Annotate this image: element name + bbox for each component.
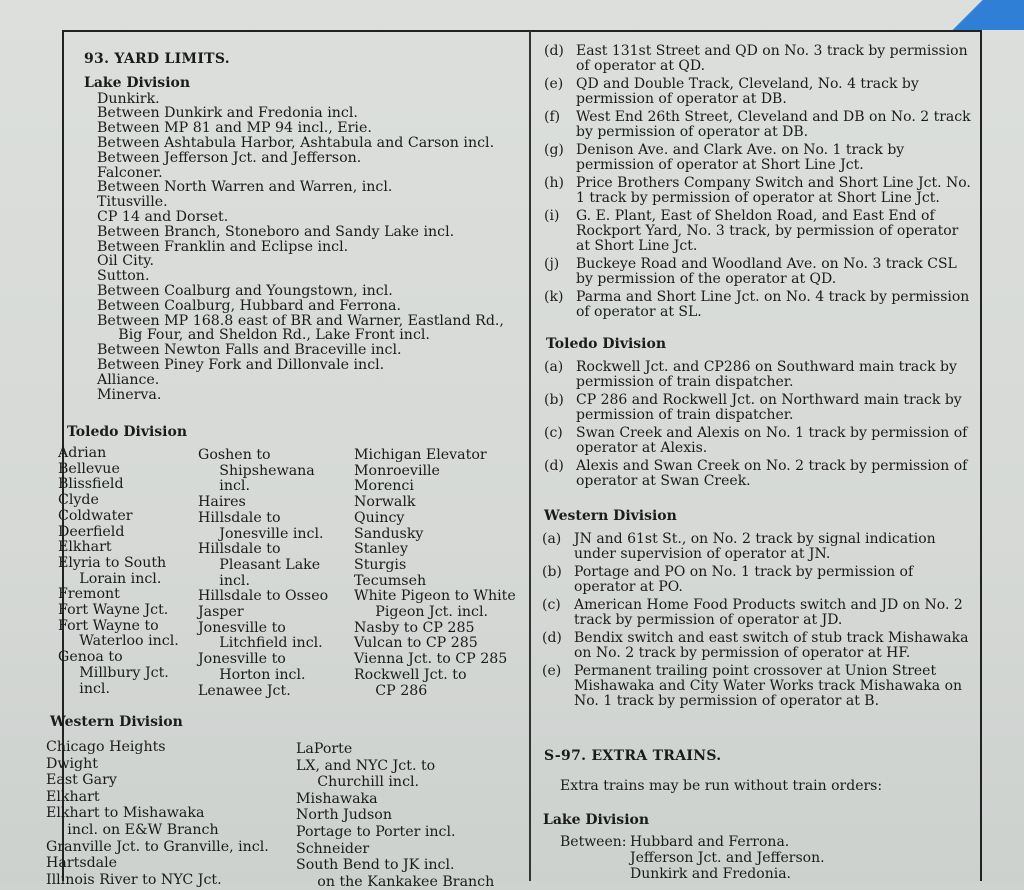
permission-item: [544, 257, 976, 287]
section-title-yard-limits: 93. YARD LIMITS.: [84, 51, 230, 67]
list-item: Hartsdale: [46, 855, 118, 872]
western-col-1: [46, 739, 269, 888]
list-item: Coldwater: [58, 507, 133, 524]
permission-item: [544, 459, 976, 489]
list-item: Between Ashtabula Harbor, Ashtabula and Carson incl.: [97, 134, 495, 151]
list-item: Elyria to South: [58, 554, 167, 571]
item-text: Permanent trailing point crossover at Union Street Mishawaka and City Water Works track Mishawaka on No. 1 track by permission of operator at B.: [574, 663, 963, 709]
list-item: Shipshewana: [198, 462, 315, 479]
permission-item: [544, 110, 976, 140]
list-item: North Judson: [296, 807, 392, 824]
list-item: Sutton.: [97, 268, 150, 285]
list-item: Adrian: [58, 445, 107, 461]
item-label: (i): [544, 208, 560, 224]
list-item: CP 14 and Dorset.: [97, 208, 229, 225]
list-item: Jefferson Jct. and Jefferson.: [630, 850, 825, 866]
list-item: Elkhart to Mishawaka: [46, 805, 205, 822]
list-item: Vienna Jct. to CP 285: [354, 651, 508, 668]
item-text: West End 26th Street, Cleveland and DB on No. 2 track by permission of operator at DB.: [576, 109, 971, 140]
list-item: Between MP 81 and MP 94 incl., Erie.: [97, 120, 372, 137]
lake-permission-list: [544, 44, 976, 323]
list-item: Horton incl.: [198, 666, 306, 683]
list-item: Between Piney Fork and Dillonvale incl.: [97, 356, 385, 373]
permission-item: [544, 77, 976, 107]
list-item: incl.: [198, 572, 250, 589]
list-item: LaPorte: [296, 741, 353, 757]
list-item: Pleasant Lake: [198, 556, 321, 573]
list-item: Lorain incl.: [58, 570, 162, 587]
list-item: Sturgis: [354, 556, 407, 573]
extra-trains-intro: Extra trains may be run without train orders:: [560, 778, 883, 794]
item-label: (j): [544, 256, 560, 272]
list-item: Hillsdale to: [198, 509, 281, 526]
list-item: incl.: [198, 478, 250, 495]
item-label: (d): [544, 43, 564, 59]
permission-item: [544, 44, 976, 74]
list-item: Titusville.: [97, 194, 168, 211]
western-division-heading: Western Division: [50, 714, 183, 730]
list-item: Bellevue: [58, 460, 120, 477]
western-permission-list: [542, 532, 974, 712]
left-column: [84, 52, 504, 402]
list-item: Millbury Jct.: [58, 664, 169, 681]
item-label: (a): [542, 531, 562, 547]
list-item: Deerfield: [58, 523, 125, 540]
list-item: White Pigeon to White: [354, 588, 516, 605]
list-item: Haires: [198, 494, 246, 511]
list-item: Nasby to CP 285: [354, 619, 475, 636]
permission-item: [544, 290, 976, 320]
item-label: (h): [544, 175, 564, 191]
lake-division-list: [84, 92, 504, 403]
list-item: Between Dunkirk and Fredonia incl.: [97, 105, 358, 122]
item-text: Alexis and Swan Creek on No. 2 track by permission of operator at Swan Creek.: [576, 458, 968, 489]
item-text: CP 286 and Rockwell Jct. on Northward main track by permission of train dispatcher.: [576, 392, 962, 423]
list-item: Fort Wayne Jct.: [58, 602, 169, 619]
list-item: Between Coalburg, Hubbard and Ferrona.: [97, 297, 401, 314]
list-item: Big Four, and Sheldon Rd., Lake Front incl.: [97, 327, 430, 344]
list-item: Monroeville: [354, 462, 440, 479]
list-item: Genoa to: [58, 649, 123, 666]
list-item: Hillsdale to: [198, 541, 281, 558]
list-item: Sandusky: [354, 525, 424, 542]
toledo-col-1: [58, 446, 179, 697]
permission-item: [544, 209, 976, 254]
item-label: (f): [544, 109, 561, 125]
western-col-2: [296, 741, 494, 890]
list-item: Mishawaka: [296, 790, 378, 807]
item-text: American Home Food Products switch and JD on No. 2 track by permission of operator at JD.: [574, 597, 963, 628]
lake-division-heading: Lake Division: [84, 74, 191, 91]
list-item: Morenci: [354, 478, 414, 495]
list-item: on the Kankakee Branch: [296, 873, 495, 890]
list-item: Hillsdale to Osseo: [198, 588, 329, 605]
item-label: (e): [544, 76, 564, 92]
list-item: Elkhart: [58, 539, 112, 556]
list-item: incl.: [58, 680, 110, 697]
list-item: Between Newton Falls and Braceville incl.: [97, 342, 402, 359]
item-label: (b): [542, 564, 562, 580]
toledo-col-3: [354, 448, 516, 699]
list-item: Alliance.: [97, 371, 160, 388]
permission-item: [542, 532, 974, 562]
permission-item: [544, 143, 976, 173]
list-item: Between North Warren and Warren, incl.: [97, 179, 393, 196]
item-text: JN and 61st St., on No. 2 track by signal indication under supervision of operator at JN.: [574, 531, 936, 562]
list-item: Minerva.: [97, 386, 162, 403]
item-label: (d): [542, 630, 562, 646]
list-item: Hubbard and Ferrona.: [630, 834, 790, 850]
list-item: Fort Wayne to: [58, 617, 159, 634]
item-text: Denison Ave. and Clark Ave. on No. 1 track by permission of operator at Short Line Jct.: [576, 142, 905, 173]
list-item: LX, and NYC Jct. to: [296, 757, 436, 774]
between-label: Between:: [560, 834, 627, 850]
toledo-permission-list: [544, 360, 976, 492]
list-item: Vulcan to CP 285: [354, 635, 478, 652]
list-item: Goshen to: [198, 447, 271, 463]
list-item: Elkhart: [46, 788, 100, 805]
list-item: Jasper: [198, 604, 244, 621]
permission-item: [544, 426, 976, 456]
list-item: Tecumseh: [354, 572, 427, 589]
list-item: Stanley: [354, 541, 408, 558]
list-item: Dunkirk and Fredonia.: [630, 866, 791, 882]
item-text: Bendix switch and east switch of stub track Mishawaka on No. 2 track by permission of operator at HF.: [574, 630, 969, 661]
list-item: Rockwell Jct. to: [354, 666, 467, 683]
permission-item: [544, 176, 976, 206]
list-item: Clyde: [58, 492, 99, 509]
item-text: East 131st Street and QD on No. 3 track by permission of operator at QD.: [576, 43, 968, 74]
list-item: Falconer.: [97, 164, 163, 181]
list-item: Between Franklin and Eclipse incl.: [97, 238, 349, 255]
item-label: (b): [544, 392, 564, 408]
list-item: Jonesville to: [198, 651, 286, 668]
list-item: Jonesville incl.: [198, 525, 324, 542]
item-text: Price Brothers Company Switch and Short Line Jct. No. 1 track by permission of operator at Short Line Jct.: [576, 175, 971, 206]
list-item: Granville Jct. to Granville, incl.: [46, 838, 269, 855]
item-label: (g): [544, 142, 564, 158]
list-item: Blissfield: [58, 476, 124, 493]
item-label: (e): [542, 663, 562, 679]
permission-item: [542, 598, 974, 628]
list-item: Portage to Porter incl.: [296, 823, 456, 840]
list-item: Dwight: [46, 755, 98, 772]
section-title-extra-trains: S-97. EXTRA TRAINS.: [544, 748, 722, 764]
list-item: Churchill incl.: [296, 774, 420, 791]
item-label: (c): [542, 597, 561, 613]
list-item: Illinois River to NYC Jct.: [46, 871, 222, 888]
extra-lake-heading: Lake Division: [543, 812, 650, 828]
column-divider: [529, 31, 531, 881]
list-item: South Bend to JK incl.: [296, 857, 455, 874]
item-label: (d): [544, 458, 564, 474]
list-item: Chicago Heights: [46, 739, 166, 755]
permission-item: [542, 664, 974, 709]
list-item: Michigan Elevator: [354, 447, 487, 463]
extra-lake-list: [630, 834, 825, 882]
item-text: Parma and Short Line Jct. on No. 4 track by permission of operator at SL.: [576, 289, 970, 320]
list-item: Waterloo incl.: [58, 633, 179, 650]
item-text: Buckeye Road and Woodland Ave. on No. 3 track CSL by permission of the operator at QD.: [576, 256, 957, 287]
permission-item: [542, 565, 974, 595]
permission-item: [544, 360, 976, 390]
item-text: Portage and PO on No. 1 track by permission of operator at PO.: [574, 564, 914, 595]
list-item: Oil City.: [97, 253, 154, 270]
item-text: Swan Creek and Alexis on No. 1 track by permission of operator at Alexis.: [576, 425, 968, 456]
list-item: Quincy: [354, 509, 405, 526]
list-item: Litchfield incl.: [198, 635, 323, 652]
right-toledo-heading: Toledo Division: [546, 336, 667, 352]
list-item: Between Jefferson Jct. and Jefferson.: [97, 149, 362, 166]
list-item: Dunkirk.: [97, 90, 160, 107]
toledo-division-heading: Toledo Division: [67, 424, 188, 440]
list-item: incl. on E&W Branch: [46, 821, 219, 838]
list-item: Lenawee Jct.: [198, 682, 291, 699]
list-item: Pigeon Jct. incl.: [354, 604, 489, 621]
list-item: Norwalk: [354, 494, 416, 511]
item-text: Rockwell Jct. and CP286 on Southward main track by permission of train dispatcher.: [576, 359, 957, 390]
list-item: East Gary: [46, 772, 117, 789]
permission-item: [542, 631, 974, 661]
permission-item: [544, 393, 976, 423]
list-item: Between Coalburg and Youngstown, incl.: [97, 282, 393, 299]
list-item: Schneider: [296, 840, 370, 857]
item-label: (a): [544, 359, 564, 375]
item-label: (k): [544, 289, 564, 305]
item-label: (c): [544, 425, 563, 441]
background-corner: [934, 0, 1024, 30]
right-western-heading: Western Division: [544, 508, 677, 524]
toledo-col-2: [198, 448, 328, 699]
list-item: Between MP 168.8 east of BR and Warner, Eastland Rd.,: [97, 312, 504, 329]
list-item: Between Branch, Stoneboro and Sandy Lake incl.: [97, 223, 455, 240]
list-item: Jonesville to: [198, 619, 286, 636]
list-item: Fremont: [58, 586, 120, 603]
item-text: G. E. Plant, East of Sheldon Road, and East End of Rockport Yard, No. 3 track, by permission of operator at Short Line Jct.: [576, 208, 959, 254]
item-text: QD and Double Track, Cleveland, No. 4 track by permission of operator at DB.: [576, 76, 919, 107]
list-item: CP 286: [354, 682, 428, 699]
